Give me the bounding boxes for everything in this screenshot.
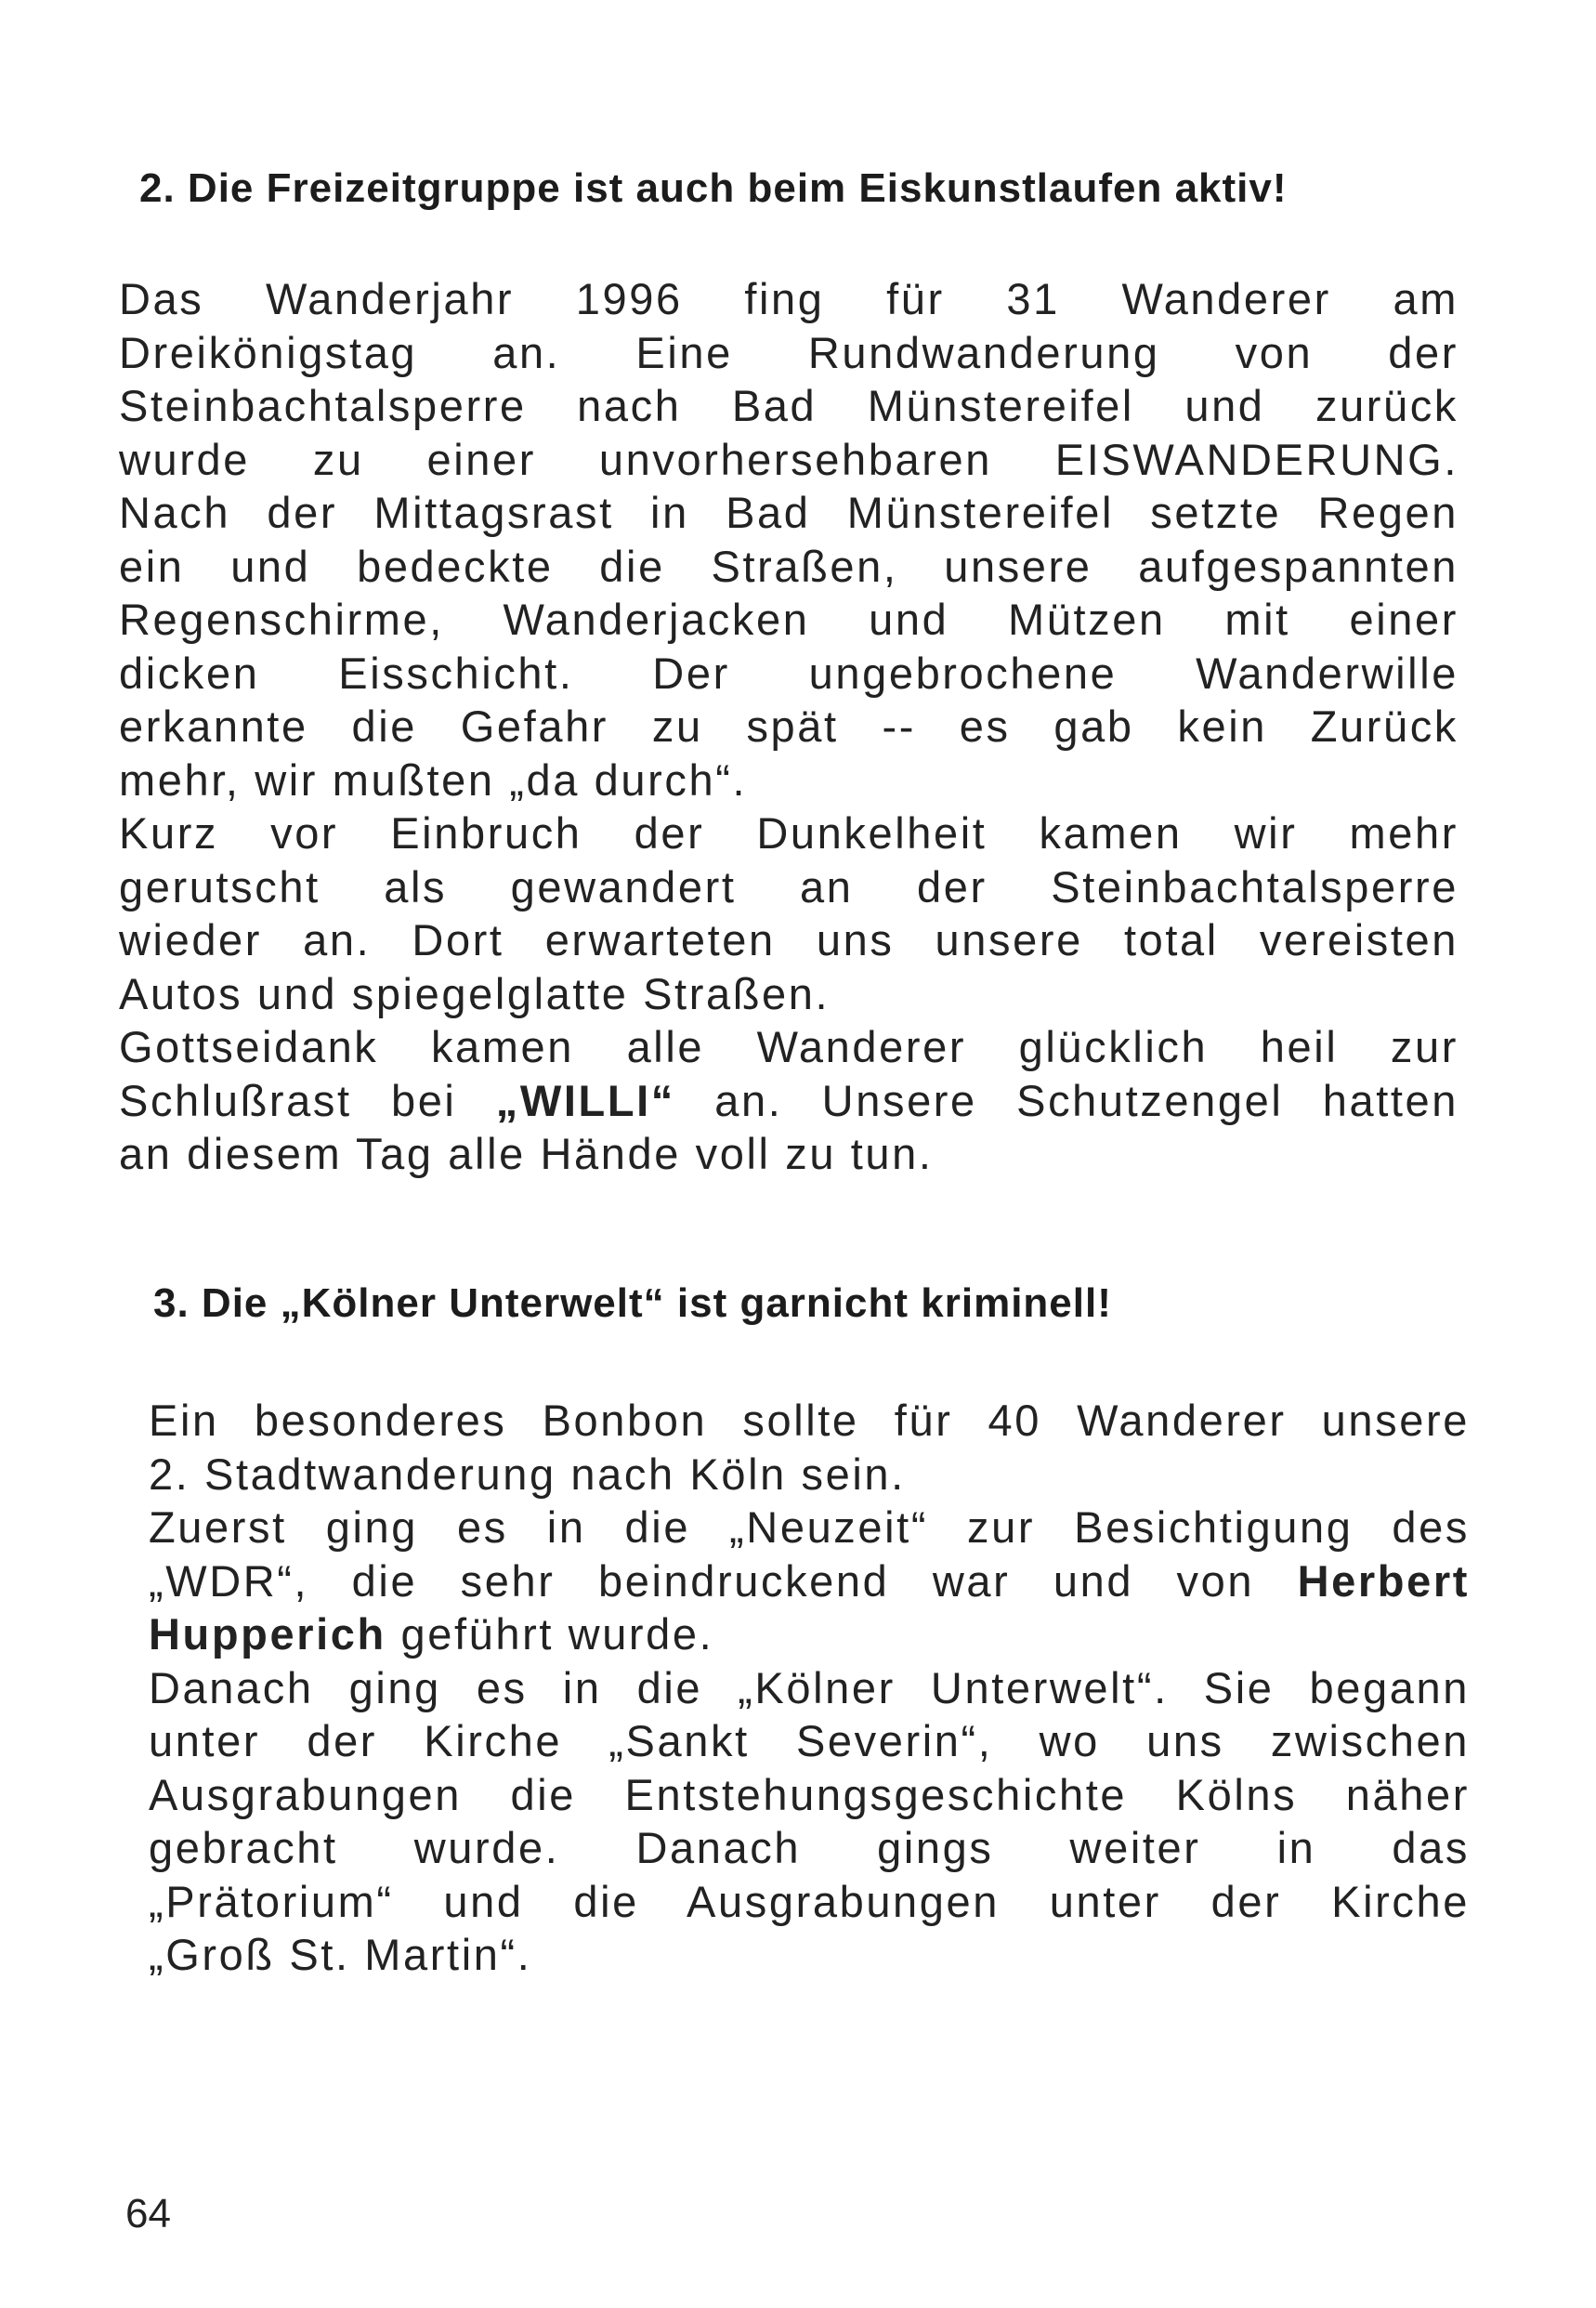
section-2-heading: 2. Die Freizeitgruppe ist auch beim Eiskunstlaufen aktiv! <box>139 165 1288 211</box>
paragraph-line: Ausgrabungen die Entstehungsgeschichte Kölns näher <box>149 1769 1470 1819</box>
paragraph-line-willi <box>119 1074 1459 1128</box>
paragraph-line: Zuerst ging es in die „Neuzeit“ zur Besichtigung des <box>149 1502 1470 1552</box>
paragraph-line: Kurz vor Einbruch der Dunkelheit kamen wir mehr <box>119 808 1459 858</box>
line-text: „WDR“, die sehr beindruckend war und von <box>149 1555 1298 1606</box>
paragraph-line-hupperich <box>149 1607 1470 1661</box>
section-2-paragraph <box>119 272 1459 1181</box>
line-text: an. Unsere Schutzengel hatten <box>674 1075 1459 1125</box>
paragraph-line: Danach ging es in die „Kölner Unterwelt“. Sie begann <box>149 1662 1470 1712</box>
paragraph-line: mehr, wir mußten „da durch“. <box>119 754 748 805</box>
line-text: geführt wurde. <box>386 1609 714 1659</box>
paragraph-line: Ein besonderes Bonbon sollte für 40 Wanderer unsere <box>149 1396 1470 1445</box>
paragraph-line: Steinbachtalsperre nach Bad Münstereifel und zurück <box>119 381 1459 430</box>
person-last-name: Hupperich <box>149 1609 386 1659</box>
paragraph-line: wieder an. Dort erwarteten uns unsere total vereisten <box>119 915 1459 964</box>
paragraph-line: Autos und spiegelglatte Straßen. <box>119 968 831 1018</box>
paragraph-line: Gottseidank kamen alle Wanderer glücklich heil zur <box>119 1022 1459 1071</box>
paragraph-line: Nach der Mittagsrast in Bad Münstereifel setzte Regen <box>119 488 1459 537</box>
paragraph-line: „Groß St. Martin“. <box>149 1930 532 1979</box>
paragraph-line: erkannte die Gefahr zu spät -- es gab kein Zurück <box>119 702 1459 751</box>
paragraph-line: Das Wanderjahr 1996 fing für 31 Wanderer am <box>119 274 1459 323</box>
paragraph-line-wdr <box>149 1554 1470 1608</box>
paragraph-line: wurde zu einer unvorhersehbaren EISWANDERUNG. <box>119 434 1459 484</box>
person-first-name: Herbert <box>1297 1555 1470 1606</box>
paragraph-line: gebracht wurde. Danach gings weiter in das <box>149 1823 1470 1872</box>
paragraph-line: Dreikönigstag an. Eine Rundwanderung von der <box>119 327 1459 377</box>
willi-name: „WILLI“ <box>495 1075 675 1125</box>
paragraph-line: dicken Eisschicht. Der ungebrochene Wanderwille <box>119 648 1459 698</box>
paragraph-line: 2. Stadtwanderung nach Köln sein. <box>149 1449 906 1499</box>
page-number: 64 <box>125 2191 171 2236</box>
paragraph-line: Regenschirme, Wanderjacken und Mützen mit einer <box>119 595 1459 644</box>
paragraph-line: „Prätorium“ und die Ausgrabungen unter der Kirche <box>149 1876 1470 1926</box>
section-3-heading: 3. Die „Kölner Unterwelt“ ist garnicht kriminell! <box>153 1280 1112 1326</box>
paragraph-line: gerutscht als gewandert an der Steinbachtalsperre <box>119 861 1459 911</box>
paragraph-line: an diesem Tag alle Hände voll zu tun. <box>119 1129 934 1178</box>
paragraph-line: unter der Kirche „Sankt Severin“, wo uns zwischen <box>149 1716 1470 1765</box>
section-3-paragraph <box>149 1394 1470 1982</box>
line-text: Schlußrast bei <box>119 1075 496 1125</box>
paragraph-line: ein und bedeckte die Straßen, unsere aufgespannten <box>119 541 1459 591</box>
